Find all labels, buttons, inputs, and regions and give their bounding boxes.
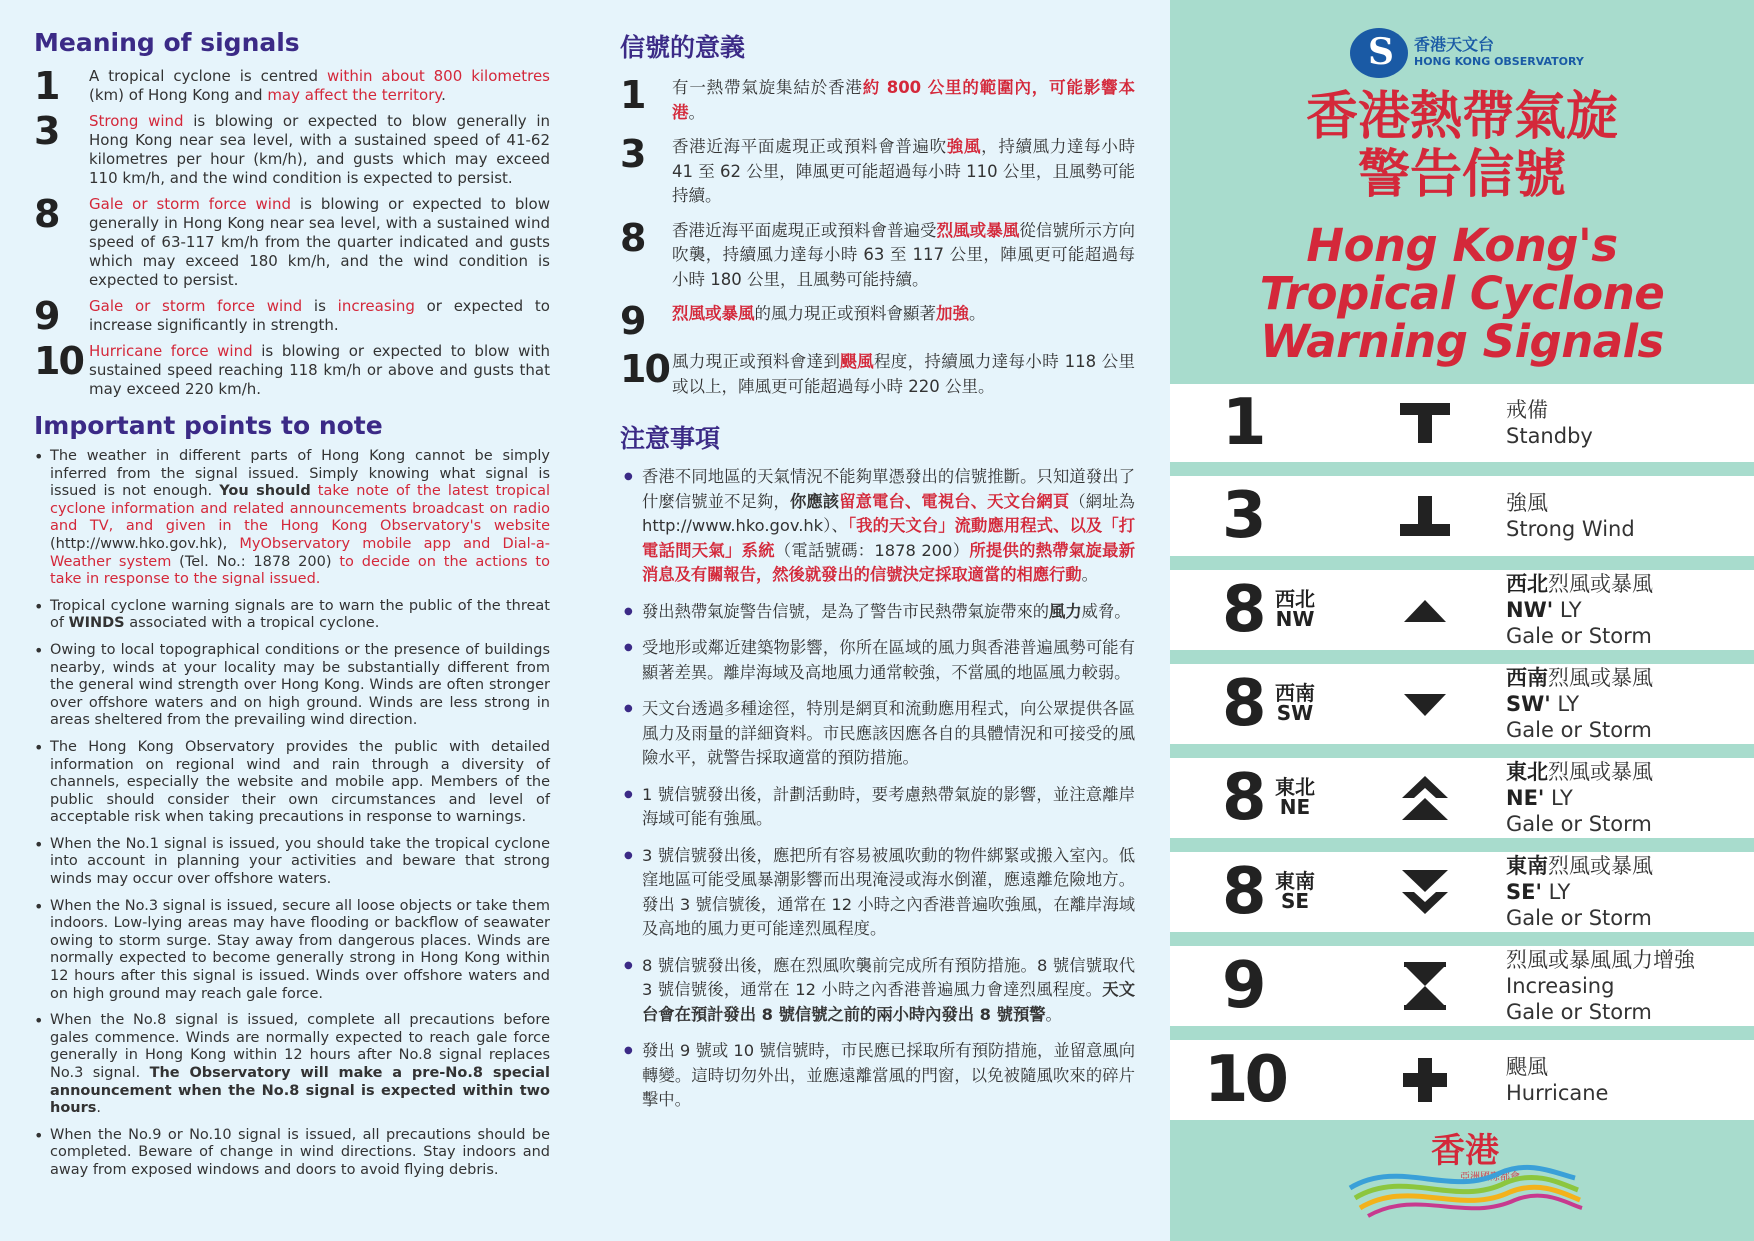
text-run: 你應該 — [789, 491, 840, 511]
signal-hourglass-icon — [1390, 956, 1460, 1016]
title-en-line2: Tropical Cyclone — [1259, 267, 1665, 320]
signal-item — [34, 294, 550, 338]
meaning-rest: LY — [1550, 692, 1580, 716]
text-run: associated with a tropical cyclone. — [124, 615, 380, 632]
text-run: When the No.8 signal is issued, complete all precautions before gales commence. Winds are normally expected to reach gale force generally in Hong Kong within 12 hours after No.8 signal replaces No.3 signal. — [50, 1012, 550, 1081]
signal-inverted-T-shape-icon — [1390, 486, 1460, 546]
list-item — [34, 898, 550, 1004]
signal-item — [620, 132, 1136, 209]
meaning-line: Standby — [1506, 424, 1593, 448]
text-run: 。 — [1081, 565, 1098, 584]
text-run: 留意電台、電視台、天文台網頁 — [839, 491, 1070, 511]
list-item — [34, 1012, 550, 1118]
signal-item — [34, 339, 550, 399]
meaning-bold: 東南 — [1506, 854, 1548, 878]
meaning-line: Gale or Storm — [1506, 812, 1652, 836]
meaning-rest: LY — [1544, 786, 1573, 810]
signal-meaning — [1506, 853, 1653, 931]
signal-cross-icon — [1390, 1050, 1460, 1110]
text-run: 風力 — [1049, 601, 1082, 621]
direction-en: NE — [1279, 795, 1311, 819]
text-run: 8 號信號發出後，應在烈風吹襲前完成所有預防措施。8 號信號取代 3 號信號後，通常在 12 小時之內香港普遍風力會達烈風程度。 — [642, 955, 1135, 999]
signal-number: 9 — [1222, 949, 1263, 1023]
text-run: 約 800 公里的範圍內，可能影響本港 — [672, 78, 1136, 122]
text-run: 強風 — [946, 137, 982, 156]
points-list-en — [34, 448, 550, 1180]
meaning-line — [1506, 759, 1653, 785]
text-run: 程度，持續風力達每小時 118 公里或以上，陣風更可能超過每小時 220 公里。 — [672, 352, 1136, 396]
signal-meaning — [1506, 665, 1653, 743]
text-run: 從信號所示方向吹襲，持續風力達每小時 63 至 117 公里，陣風更可能超過每小時 180 公里，且風勢可能持續。 — [672, 220, 1136, 289]
meaning-line — [1506, 691, 1653, 717]
meaning-rest: 烈風或暴風 — [1548, 666, 1653, 690]
meaning-bold: SW' — [1506, 692, 1551, 716]
signal-item — [620, 299, 1135, 343]
text-run: (km) of Hong Kong and — [89, 86, 268, 104]
direction-en: NW — [1275, 607, 1315, 631]
direction-label — [1272, 589, 1318, 629]
signal-triangle-down-icon — [1390, 674, 1460, 734]
list-item — [620, 697, 1135, 771]
signal-number: 8 — [1222, 573, 1263, 647]
text-run: The Observatory will make a pre-No.8 special announcement when the No.8 signal is expected within two hours — [50, 1065, 550, 1117]
text-run: 1 號信號發出後，計劃活動時，要考慮熱帶氣旋的影響，並注意離岸海域可能有強風。 — [642, 784, 1135, 828]
meaning-rest: LY — [1541, 880, 1571, 904]
text-run: 受地形或鄰近建築物影響，你所在區域的風力與香港普遍風勢可能有顯著差異。離岸海域及高地風力通常較強，不當風的地區風力較弱。 — [642, 638, 1135, 682]
list-item — [620, 600, 1135, 625]
list-item — [34, 739, 550, 827]
text-run: A tropical cyclone is centred — [89, 67, 327, 85]
meaning-line — [1506, 853, 1653, 879]
signal-item — [620, 215, 1136, 293]
signal-number: 8 — [1222, 667, 1263, 741]
meaning-line: Hurricane — [1506, 1081, 1609, 1105]
text-run: 風力現正或預料會達到 — [672, 352, 841, 371]
meaning-line: Strong Wind — [1506, 517, 1635, 541]
signal-description — [89, 67, 550, 105]
text-run: Owing to local topographical conditions or the presence of buildings nearby, winds at your locality may be substantially different from the general wind strength over Hong Kong. Winds are often stronger over offshore waters and on high ground. Winds are less strong in areas sheltered from the prevailing wind direction. — [50, 641, 550, 729]
signal-number: 1 — [34, 64, 59, 108]
text-run: is blowing or expected to blow with sustained speed reaching 118 km/h or above and gusts that may exceed 220 km/h. — [89, 342, 550, 398]
text-run: . — [441, 86, 446, 104]
signal-number: 3 — [34, 109, 59, 153]
list-item — [34, 1127, 550, 1180]
meaning-bold: 西北 — [1506, 572, 1548, 596]
list-item — [620, 783, 1135, 832]
text-run: 。 — [969, 304, 986, 323]
signal-number: 3 — [1222, 479, 1263, 553]
meaning-line: 強風 — [1506, 491, 1548, 515]
meaning-line: 颶風 — [1506, 1055, 1548, 1079]
text-run: 加強 — [936, 304, 969, 323]
signal-meaning — [1506, 759, 1653, 837]
signal-description — [672, 302, 1135, 327]
english-column — [34, 28, 550, 1189]
text-run: Strong wind — [89, 112, 184, 130]
text-run: 威脅。 — [1081, 601, 1131, 621]
list-item — [34, 836, 550, 889]
signal-number: 8 — [1222, 855, 1263, 929]
signal-description — [89, 297, 550, 335]
meaning-rest: LY — [1553, 598, 1582, 622]
signal-number: 1 — [1222, 386, 1263, 460]
text-run: 的風力現正或預料會顯著 — [754, 304, 936, 323]
text-run: （電話號碼：1878 200） — [774, 540, 970, 560]
signal-number: 9 — [34, 294, 59, 338]
points-heading-en: Important points to note — [34, 411, 383, 440]
meaning-rest: 烈風或暴風 — [1548, 854, 1653, 878]
text-run: 天文台會在預計發出 8 號信號之前的兩小時內發出 8 號預警 — [642, 980, 1135, 1024]
text-run: take note of the latest tropical cyclone information and related announcements broadcast on radio and TV, and given in the Hong Kong Observatory's website — [50, 483, 550, 535]
brand-logo-text: 香港 — [1431, 1131, 1499, 1171]
signal-item — [34, 109, 550, 188]
signal-row — [1170, 664, 1754, 744]
signal-number: 8 — [620, 215, 645, 260]
meaning-rest: 烈風或暴風 — [1548, 760, 1653, 784]
text-run: （網址為 http://www.hko.gov.hk）、 — [642, 491, 1135, 535]
meaning-line — [1506, 571, 1653, 597]
meaning-line: Gale or Storm — [1506, 906, 1652, 930]
list-item — [34, 448, 550, 589]
notes-heading-zh: 注意事項 — [620, 424, 721, 453]
points-list-zh — [620, 465, 1135, 1113]
title-en-line1: Hong Kong's — [1306, 219, 1618, 272]
direction-label — [1272, 683, 1318, 723]
text-run: 烈風或暴風 — [672, 304, 755, 323]
text-run: 香港近海平面處現正或預料會普遍受 — [672, 220, 937, 240]
text-run: Gale or storm force wind — [89, 195, 291, 213]
text-run: increasing — [337, 297, 415, 315]
signal-row — [1170, 946, 1754, 1026]
meaning-line: Gale or Storm — [1506, 1000, 1652, 1024]
signal-triangle-up-icon — [1390, 580, 1460, 640]
text-run: (Tel. No.: 1878 200) — [171, 553, 340, 570]
signal-row — [1170, 384, 1754, 462]
title-zh — [1170, 88, 1754, 204]
meaning-line: Increasing — [1506, 974, 1615, 998]
signal-description — [89, 342, 550, 399]
text-run: MyObservatory mobile app and Dial-a-Weather system — [50, 535, 550, 570]
signal-row — [1170, 570, 1754, 650]
brand-logo-subtext: 亞洲國際都會 — [1460, 1172, 1520, 1183]
signal-meaning — [1506, 947, 1695, 1025]
meaning-line: Gale or Storm — [1506, 624, 1652, 648]
meaning-bold: 東北 — [1506, 760, 1548, 784]
signal-list-en — [34, 64, 550, 399]
title-en-line3: Warning Signals — [1260, 315, 1664, 368]
list-item — [34, 642, 550, 730]
text-run: When the No.1 signal is issued, you should take the tropical cyclone into account in planning your activities and beware that strong winds may occur over offshore waters. — [50, 835, 550, 888]
list-item — [34, 598, 550, 633]
direction-en: SE — [1280, 889, 1310, 913]
signal-description — [89, 112, 550, 188]
text-run: within about 800 kilometres — [327, 67, 550, 85]
text-run: 。 — [688, 102, 705, 122]
text-run: 3 號信號發出後，應把所有容易被風吹動的物件綁緊或搬入室內。低窪地區可能受風暴潮影響而出現淹浸或海水倒灌，應遠離危險地方。發出 3 號信號後，通常在 12 小時之內香港普遍吹強風，在離岸海域及高地的風力更可能達烈風程度。 — [642, 845, 1135, 938]
text-run: You should — [219, 483, 311, 500]
signal-item — [620, 73, 1136, 125]
text-run: may affect the territory — [267, 86, 442, 104]
text-run: 發出 9 號或 10 號信號時，市民應已採取所有預防措施，並留意風向轉變。這時切勿外出，並應遠離當風的門窗，以免被隨風吹來的碎片擊中。 — [642, 1041, 1135, 1109]
text-run: 。 — [1045, 1004, 1062, 1024]
signal-number: 9 — [620, 299, 645, 343]
direction-label — [1272, 871, 1318, 911]
text-run: or expected to increase significantly in strength. — [89, 297, 550, 334]
direction-zh: 東南 — [1275, 869, 1315, 893]
text-run: WINDS — [68, 615, 125, 632]
meaning-bold: NW' — [1506, 598, 1554, 622]
meaning-heading-zh: 信號的意義 — [620, 33, 746, 62]
logo-text-zh: 香港天文台 — [1414, 35, 1495, 54]
text-run: 所提供的熱帶氣旋最新消息及有關報告，然後就發出的信號決定採取適當的相應行動 — [642, 540, 1135, 584]
signal-T-shape-icon — [1390, 393, 1460, 453]
signal-number: 1 — [620, 73, 645, 117]
text-run: . — [96, 1100, 101, 1117]
text-run: When the No.9 or No.10 signal is issued, all precautions should be completed. Beware of change in wind directions. Stay indoors and away from exposed windows and doors to avoid flying debris. — [50, 1126, 550, 1178]
direction-zh: 西北 — [1275, 587, 1315, 611]
meaning-line: 烈風或暴風風力增強 — [1506, 948, 1695, 972]
text-run: When the No.3 signal is issued, secure all loose objects or take them indoors. Low-lying areas may have flooding or backflow of seawater owing to storm surge. Stay away from dangerous places. Winds are normally expected to become generally strong in Hong Kong within 12 hours after this signal is issued. Winds over offshore waters and on high ground may reach gale force. — [50, 897, 550, 1002]
signal-item — [34, 192, 550, 290]
direction-label — [1272, 777, 1318, 817]
signal-row — [1170, 852, 1754, 932]
signal-row — [1170, 1040, 1754, 1120]
meaning-bold: NE' — [1506, 786, 1545, 810]
signal-description — [89, 195, 550, 290]
text-run: 「我的天文台」流動應用程式、以及「打電話問天氣」系統 — [642, 516, 1136, 560]
text-run: is blowing or expected to blow generally in Hong Kong near sea level, with a sustained wind speed of 63-117 km/h from the quarter indicated and gusts which may exceed 180 km/h, and the wind condition is expected to persist. — [89, 195, 550, 289]
logo-text-en: HONG KONG OBSERVATORY — [1414, 55, 1584, 68]
signal-description — [672, 219, 1135, 293]
direction-zh: 東北 — [1275, 775, 1315, 799]
text-run: Hurricane force wind — [89, 342, 253, 360]
text-run: 天文台透過多種途徑，特別是網頁和流動應用程式，向公眾提供各區風力及雨量的詳細資料。市民應該因應各自的具體情況和可接受的風險水平，就警告採取適當的預防措施。 — [642, 699, 1135, 767]
list-item — [620, 844, 1135, 942]
direction-en: SW — [1276, 701, 1314, 725]
chinese-column — [620, 28, 1135, 1125]
text-run: 烈風或暴風 — [936, 220, 1020, 240]
signal-number: 10 — [620, 347, 669, 391]
signal-description — [672, 76, 1135, 125]
text-run: 有一熱帶氣旋集結於香港 — [672, 78, 863, 97]
title-zh-line1: 香港熱帶氣旋 — [1305, 87, 1618, 147]
text-run: to decide on the actions to take in response to the signal issued. — [50, 553, 550, 588]
signal-description — [672, 350, 1135, 399]
meaning-line — [1506, 597, 1653, 623]
observatory-emblem-icon — [1350, 28, 1408, 78]
signal-description — [672, 135, 1135, 209]
list-item — [620, 954, 1135, 1028]
meaning-rest: 烈風或暴風 — [1548, 572, 1653, 596]
list-item — [620, 636, 1135, 685]
meaning-line: 戒備 — [1506, 398, 1548, 422]
signal-double-chevron-down-icon — [1390, 862, 1460, 922]
text-run: 香港近海平面處現正或預料會普遍吹 — [672, 137, 947, 156]
signal-meaning — [1506, 1054, 1608, 1106]
signal-row — [1170, 476, 1754, 556]
text-run: The Hong Kong Observatory provides the public with detailed information on regional wind and rain through a diversity of channels, especially the website and mobile app. Members of the public should consider their own circumstances and level of acceptable risk when taking precautions in response to warnings. — [50, 738, 550, 826]
signal-double-chevron-up-icon — [1390, 768, 1460, 828]
signal-number: 3 — [620, 132, 645, 176]
meaning-line: Gale or Storm — [1506, 718, 1652, 742]
meaning-heading-en: Meaning of signals — [34, 28, 300, 57]
meaning-line — [1506, 879, 1653, 905]
text-run: (http://www.hko.gov.hk), — [50, 535, 240, 552]
signal-meaning — [1506, 397, 1593, 449]
signal-row — [1170, 758, 1754, 838]
signals-panel — [1170, 0, 1754, 1241]
signal-meaning — [1506, 490, 1635, 542]
signal-item — [620, 347, 1136, 399]
text-run: is blowing or expected to blow generally in Hong Kong near sea level, with a sustained speed of 41-62 kilometres per hour (km/h), and gusts which may exceed 110 km/h, and the wind condition is expected to persist. — [89, 112, 550, 187]
direction-zh: 西南 — [1275, 681, 1315, 705]
text-run: ，持續風力達每小時 41 至 62 公里，陣風更可能超過每小時 110 公里，且風勢可能持續。 — [672, 137, 1136, 205]
signal-list-zh — [620, 73, 1136, 399]
meaning-line — [1506, 665, 1653, 691]
meaning-bold: SE' — [1506, 880, 1542, 904]
signal-item — [34, 64, 550, 108]
signal-number: 10 — [34, 339, 83, 383]
signal-number: 10 — [1204, 1043, 1286, 1117]
signal-number: 8 — [1222, 761, 1263, 835]
signal-number: 8 — [34, 192, 59, 236]
list-item — [620, 1039, 1135, 1113]
meaning-line — [1506, 785, 1653, 811]
meaning-bold: 西南 — [1506, 666, 1548, 690]
observatory-logo — [1350, 28, 1584, 78]
text-run: 發出熱帶氣旋警告信號，是為了警告市民熱帶氣旋帶來的 — [642, 601, 1050, 621]
brand-hong-kong-logo — [1340, 1128, 1590, 1228]
title-en — [1170, 219, 1754, 368]
list-item — [620, 465, 1135, 588]
text-run: 香港不同地區的天氣情況不能夠單憑發出的信號推斷。只知道發出了什麼信號並不足夠， — [642, 467, 1135, 511]
text-run: Gale or storm force wind — [89, 297, 303, 315]
signal-meaning — [1506, 571, 1653, 649]
text-run: 颶風 — [840, 352, 874, 371]
text-run: Tropical cyclone warning signals are to warn the public of the threat of — [50, 597, 550, 632]
text-run: The weather in different parts of Hong Kong cannot be simply inferred from the signal issued. Simply knowing what signal is issued is not enough. — [50, 448, 550, 500]
text-run: is — [302, 297, 338, 315]
title-zh-line2: 警告信號 — [1357, 145, 1566, 205]
